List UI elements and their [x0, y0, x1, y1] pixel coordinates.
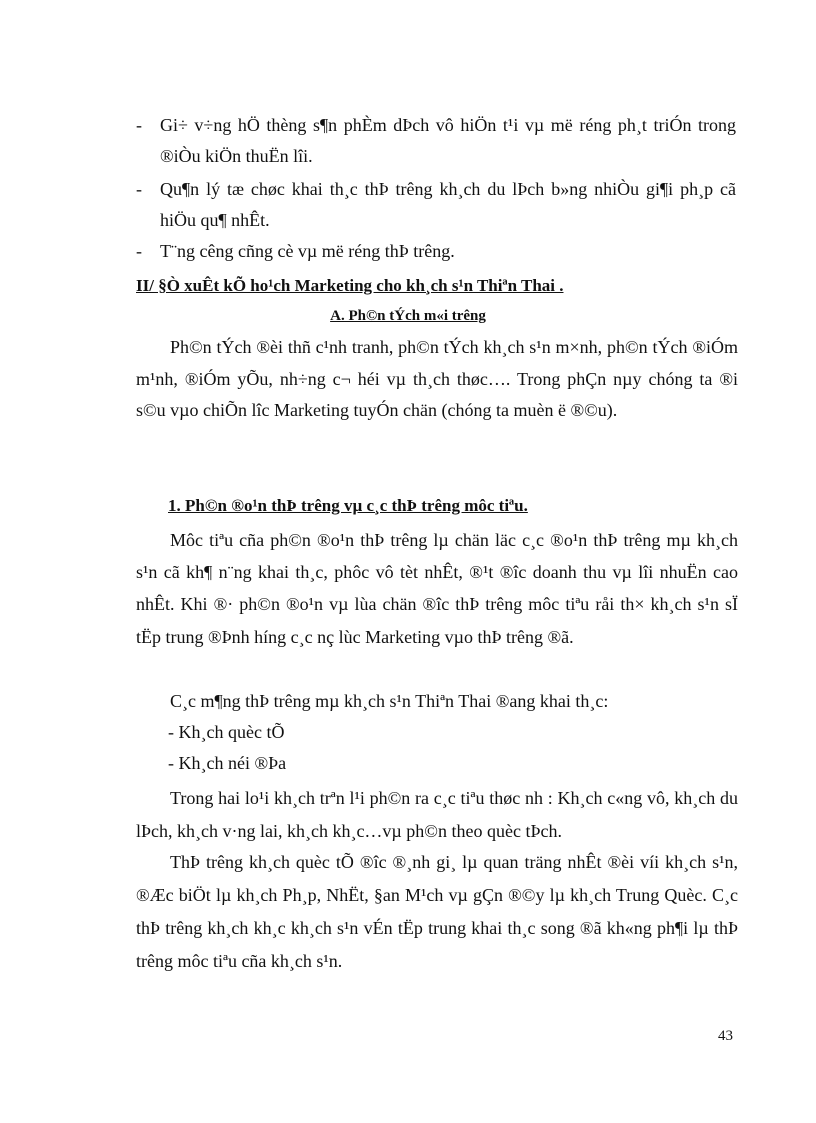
- bullet-item-3: [136, 236, 736, 267]
- international-market-paragraph: ThÞ trêng kh¸ch quèc tÕ ®îc ®¸nh gi¸ lµ quan träng nhÊt ®èi víi kh¸ch s¹n, ®Æc biÖt lµ kh¸ch Ph¸p, NhËt, §an M¹ch vµ gÇn ®©y lµ kh¸ch Trung Quèc. C¸c thÞ trêng kh¸ch kh¸c kh¸ch s¹n vÉn tËp trung khai th¸c song ®ã kh«ng ph¶i lµ thÞ trêng môc tiªu cña kh¸ch s¹n.: [136, 852, 738, 971]
- heading-market-segmentation: 1. Ph©n ®o¹n thÞ trêng vµ c¸c thÞ trêng môc tiªu.: [168, 496, 528, 515]
- segmentation-paragraph: Môc tiªu cña ph©n ®o¹n thÞ trêng lµ chän läc c¸c ®o¹n thÞ trêng mµ kh¸ch s¹n cã kh¶ n¨ng khai th¸c, phôc vô tèt nhÊt, ®¹t ®îc doanh thu vµ lîi nhuËn cao nhÊt. Khi ®· ph©n ®o¹n vµ lùa chän ®îc thÞ trêng môc tiªu råi th× kh¸ch s¹n sÏ tËp trung ®Þnh híng c¸c nç lùc Marketing vµo thÞ trêng ®ã.: [136, 530, 738, 647]
- section-heading-ii: II/ §Ò xuÊt kÕ ho¹ch Marketing cho kh¸ch s¹n Thiªn Thai .: [136, 276, 564, 295]
- bullet-dash: -: [136, 115, 142, 135]
- bullet-text: Qu¶n lý tæ chøc khai th¸c thÞ trêng kh¸ch du lÞch b»ng nhiÒu gi¶i ph¸p cã hiÖu qu¶ nhÊt.: [160, 179, 736, 230]
- bullet-text: T¨ng cêng cñng cè vµ më réng thÞ trêng.: [160, 241, 455, 261]
- bullet-item-1: [136, 110, 736, 172]
- intro-paragraph: Ph©n tÝch ®èi thñ c¹nh tranh, ph©n tÝch kh¸ch s¹n m×nh, ph©n tÝch ®iÓm m¹nh, ®iÓm yÕu, nh÷ng c¬ héi vµ th¸ch thøc…. Trong phÇn nµy chóng ta ®i s©u vµo chiÕn lîc Marketing tuyÓn chän (chóng ta muèn ë ®©u).: [136, 337, 738, 420]
- customer-types-paragraph: Trong hai lo¹i kh¸ch trªn l¹i ph©n ra c¸c tiªu thøc nh : Kh¸ch c«ng vô, kh¸ch du lÞch, kh¸ch v·ng lai, kh¸ch kh¸c…vµ ph©n theo quèc tÞch.: [136, 788, 738, 841]
- bullet-dash: -: [136, 179, 142, 199]
- market-item-international: - Kh¸ch quèc tÕ: [168, 722, 285, 742]
- markets-intro-paragraph: C¸c m¶ng thÞ trêng mµ kh¸ch s¹n Thiªn Thai ®ang khai th¸c:: [170, 691, 609, 711]
- page-number: 43: [718, 1028, 733, 1044]
- bullet-text: Gi÷ v÷ng hÖ thèng s¶n phÈm dÞch vô hiÖn t¹i vµ më réng ph¸t triÓn trong ®iÒu kiÖn thuËn lîi.: [160, 115, 736, 166]
- subsection-heading-a: A. Ph©n tÝch m«i trêng: [330, 308, 486, 324]
- bullet-dash: -: [136, 241, 142, 261]
- market-item-domestic: - Kh¸ch néi ®Þa: [168, 753, 287, 773]
- bullet-item-2: [136, 174, 736, 236]
